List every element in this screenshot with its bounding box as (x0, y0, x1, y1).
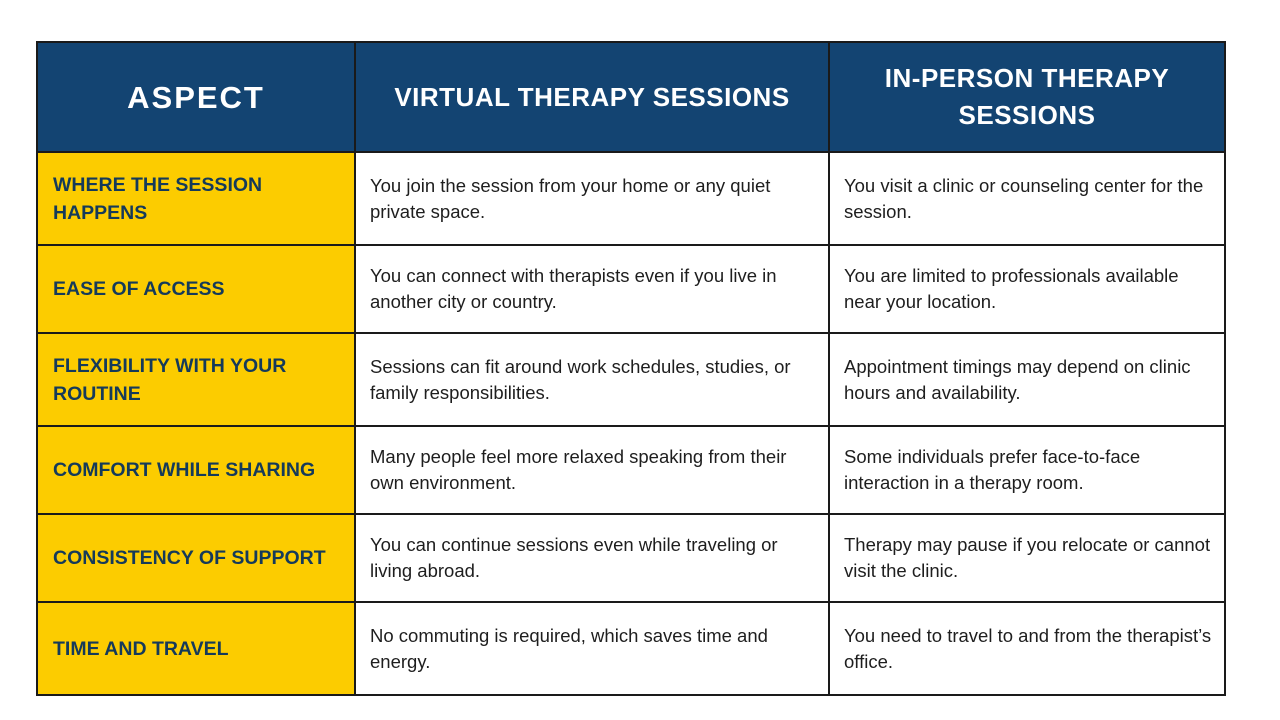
aspect-cell: FLEXIBILITY WITH YOUR ROUTINE (37, 333, 355, 426)
aspect-cell: WHERE THE SESSION HAPPENS (37, 152, 355, 245)
in-person-cell: Appointment timings may depend on clinic hours and availability. (829, 333, 1225, 426)
virtual-cell: Many people feel more relaxed speaking from their own environment. (355, 426, 829, 514)
header-aspect: ASPECT (37, 42, 355, 152)
virtual-cell: No commuting is required, which saves time and energy. (355, 602, 829, 695)
in-person-cell: Therapy may pause if you relocate or cannot visit the clinic. (829, 514, 1225, 602)
table-row (37, 514, 1225, 602)
virtual-cell: Sessions can fit around work schedules, studies, or family responsibilities. (355, 333, 829, 426)
header-in-person: IN-PERSON THERAPY SESSIONS (829, 42, 1225, 152)
table-body (37, 152, 1225, 695)
table-row (37, 152, 1225, 245)
virtual-cell: You can continue sessions even while traveling or living abroad. (355, 514, 829, 602)
table-row (37, 333, 1225, 426)
table-header (37, 42, 1225, 152)
in-person-cell: You need to travel to and from the therapist’s office. (829, 602, 1225, 695)
table-row (37, 602, 1225, 695)
aspect-cell: EASE OF ACCESS (37, 245, 355, 333)
header-virtual: VIRTUAL THERAPY SESSIONS (355, 42, 829, 152)
virtual-cell: You join the session from your home or any quiet private space. (355, 152, 829, 245)
virtual-cell: You can connect with therapists even if you live in another city or country. (355, 245, 829, 333)
aspect-cell: TIME AND TRAVEL (37, 602, 355, 695)
aspect-cell: COMFORT WHILE SHARING (37, 426, 355, 514)
table-row (37, 426, 1225, 514)
comparison-table (36, 41, 1226, 696)
table-row (37, 245, 1225, 333)
header-row (37, 42, 1225, 152)
in-person-cell: You are limited to professionals available near your location. (829, 245, 1225, 333)
in-person-cell: You visit a clinic or counseling center for the session. (829, 152, 1225, 245)
in-person-cell: Some individuals prefer face-to-face interaction in a therapy room. (829, 426, 1225, 514)
aspect-cell: CONSISTENCY OF SUPPORT (37, 514, 355, 602)
